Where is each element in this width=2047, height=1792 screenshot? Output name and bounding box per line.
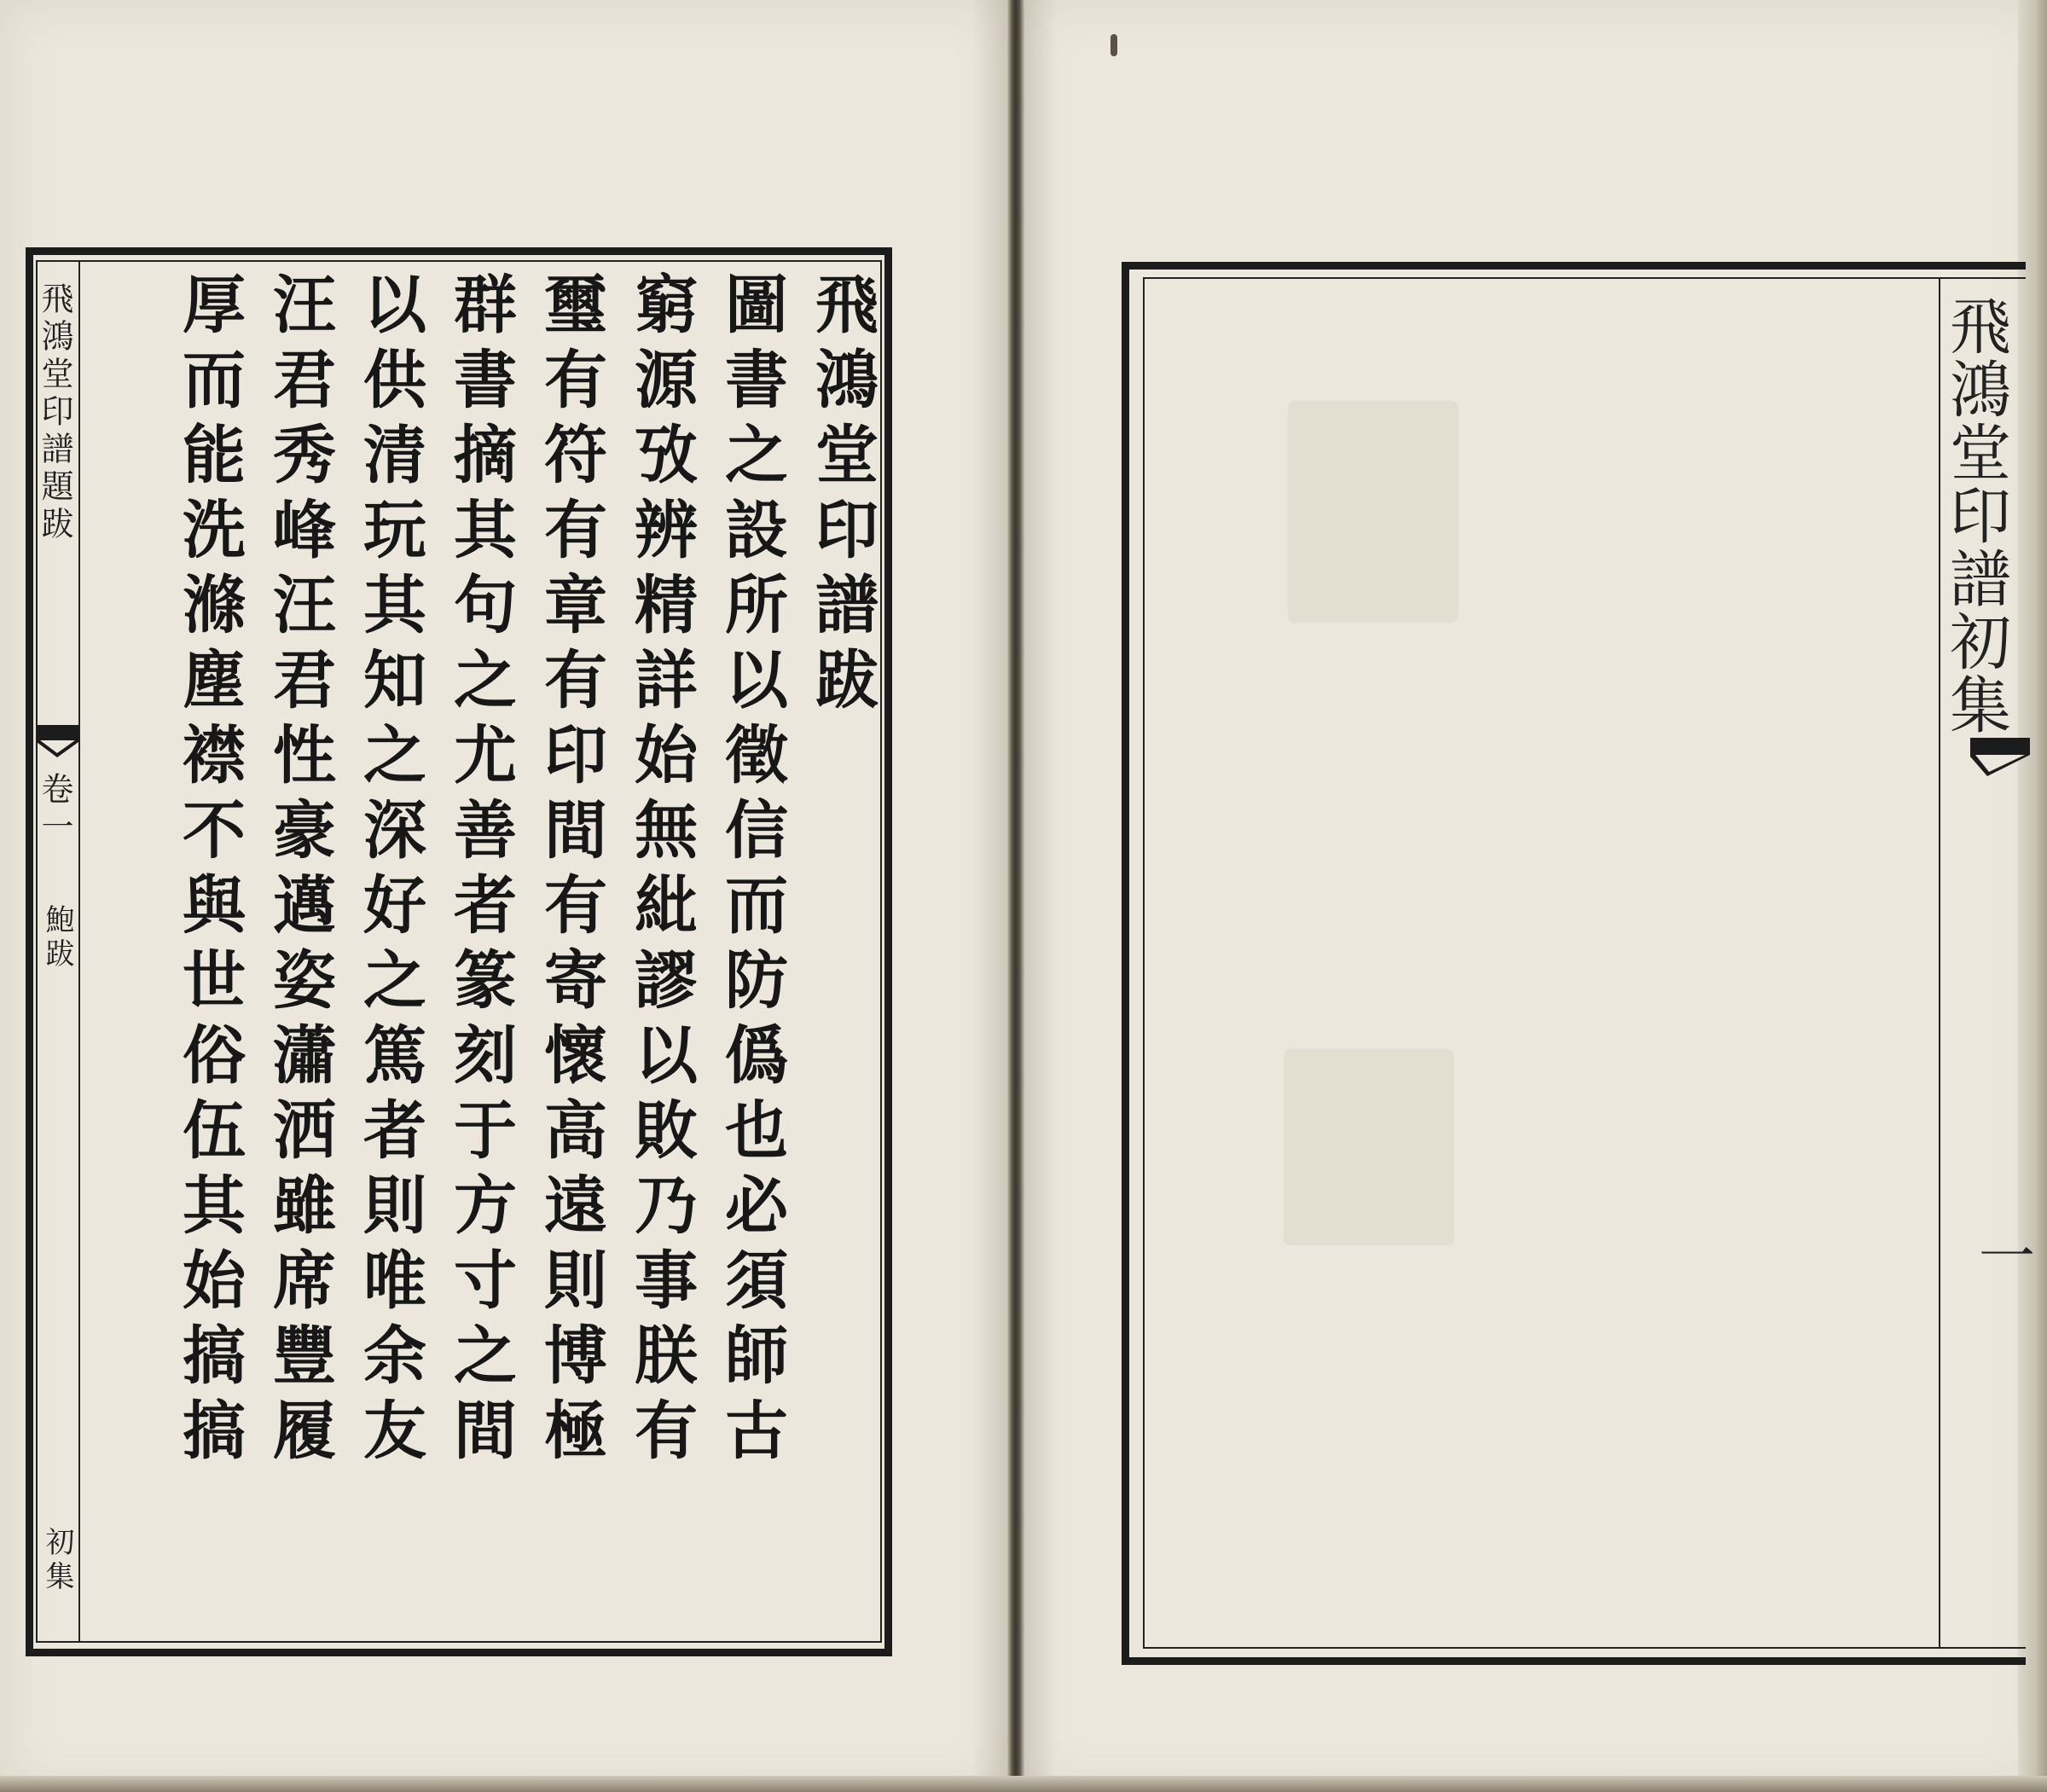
text-column: 厚而能洗滌塵襟不與世俗伍其始搞搞 [172,271,246,1472]
text-column: 以供清玩其知之深好之篤者則唯余友 [353,271,426,1472]
center-column-title: 飛鴻堂印譜題跋 [36,281,73,544]
main-text [85,271,887,1636]
page-bottom-edge [0,1776,2047,1792]
right-inner-border [1143,277,2026,1649]
center-column-section: 鮑跋 [40,904,74,972]
left-page-edge-shadow [972,0,1011,1792]
seal-show-through [1288,401,1458,623]
text-column: 群書摘其句之尤善者篆刻于方寸之間 [444,271,517,1472]
ink-speck [1110,34,1117,56]
right-page-edge-shadow [1024,0,1058,1792]
center-column-collection: 初集 [40,1527,74,1595]
text-column-title: 飛鴻堂印譜跋 [805,271,879,722]
seal-show-through [1284,1049,1454,1245]
right-center-column-title: 飛鴻堂印譜初集 [1940,294,2011,736]
text-column: 圖書之設所以徵信而防僞也必須師古 [715,271,788,1472]
right-page-number: 一 [1979,1224,2035,1290]
fish-tail-mark-icon [37,725,78,764]
center-column-juan: 卷一 [36,772,73,847]
text-column: 窮源攷辨精詳始無紕謬以敗乃事朕有 [624,271,698,1472]
text-column: 璽有符有章有印間有寄懷高遠則博極 [534,271,607,1472]
text-column: 汪君秀峰汪君性豪邁姿瀟洒雖席豐履 [263,271,336,1472]
right-fish-tail-mark-icon [1970,738,2030,780]
book-gutter [1006,0,1025,1792]
center-column-divider [78,260,80,1643]
